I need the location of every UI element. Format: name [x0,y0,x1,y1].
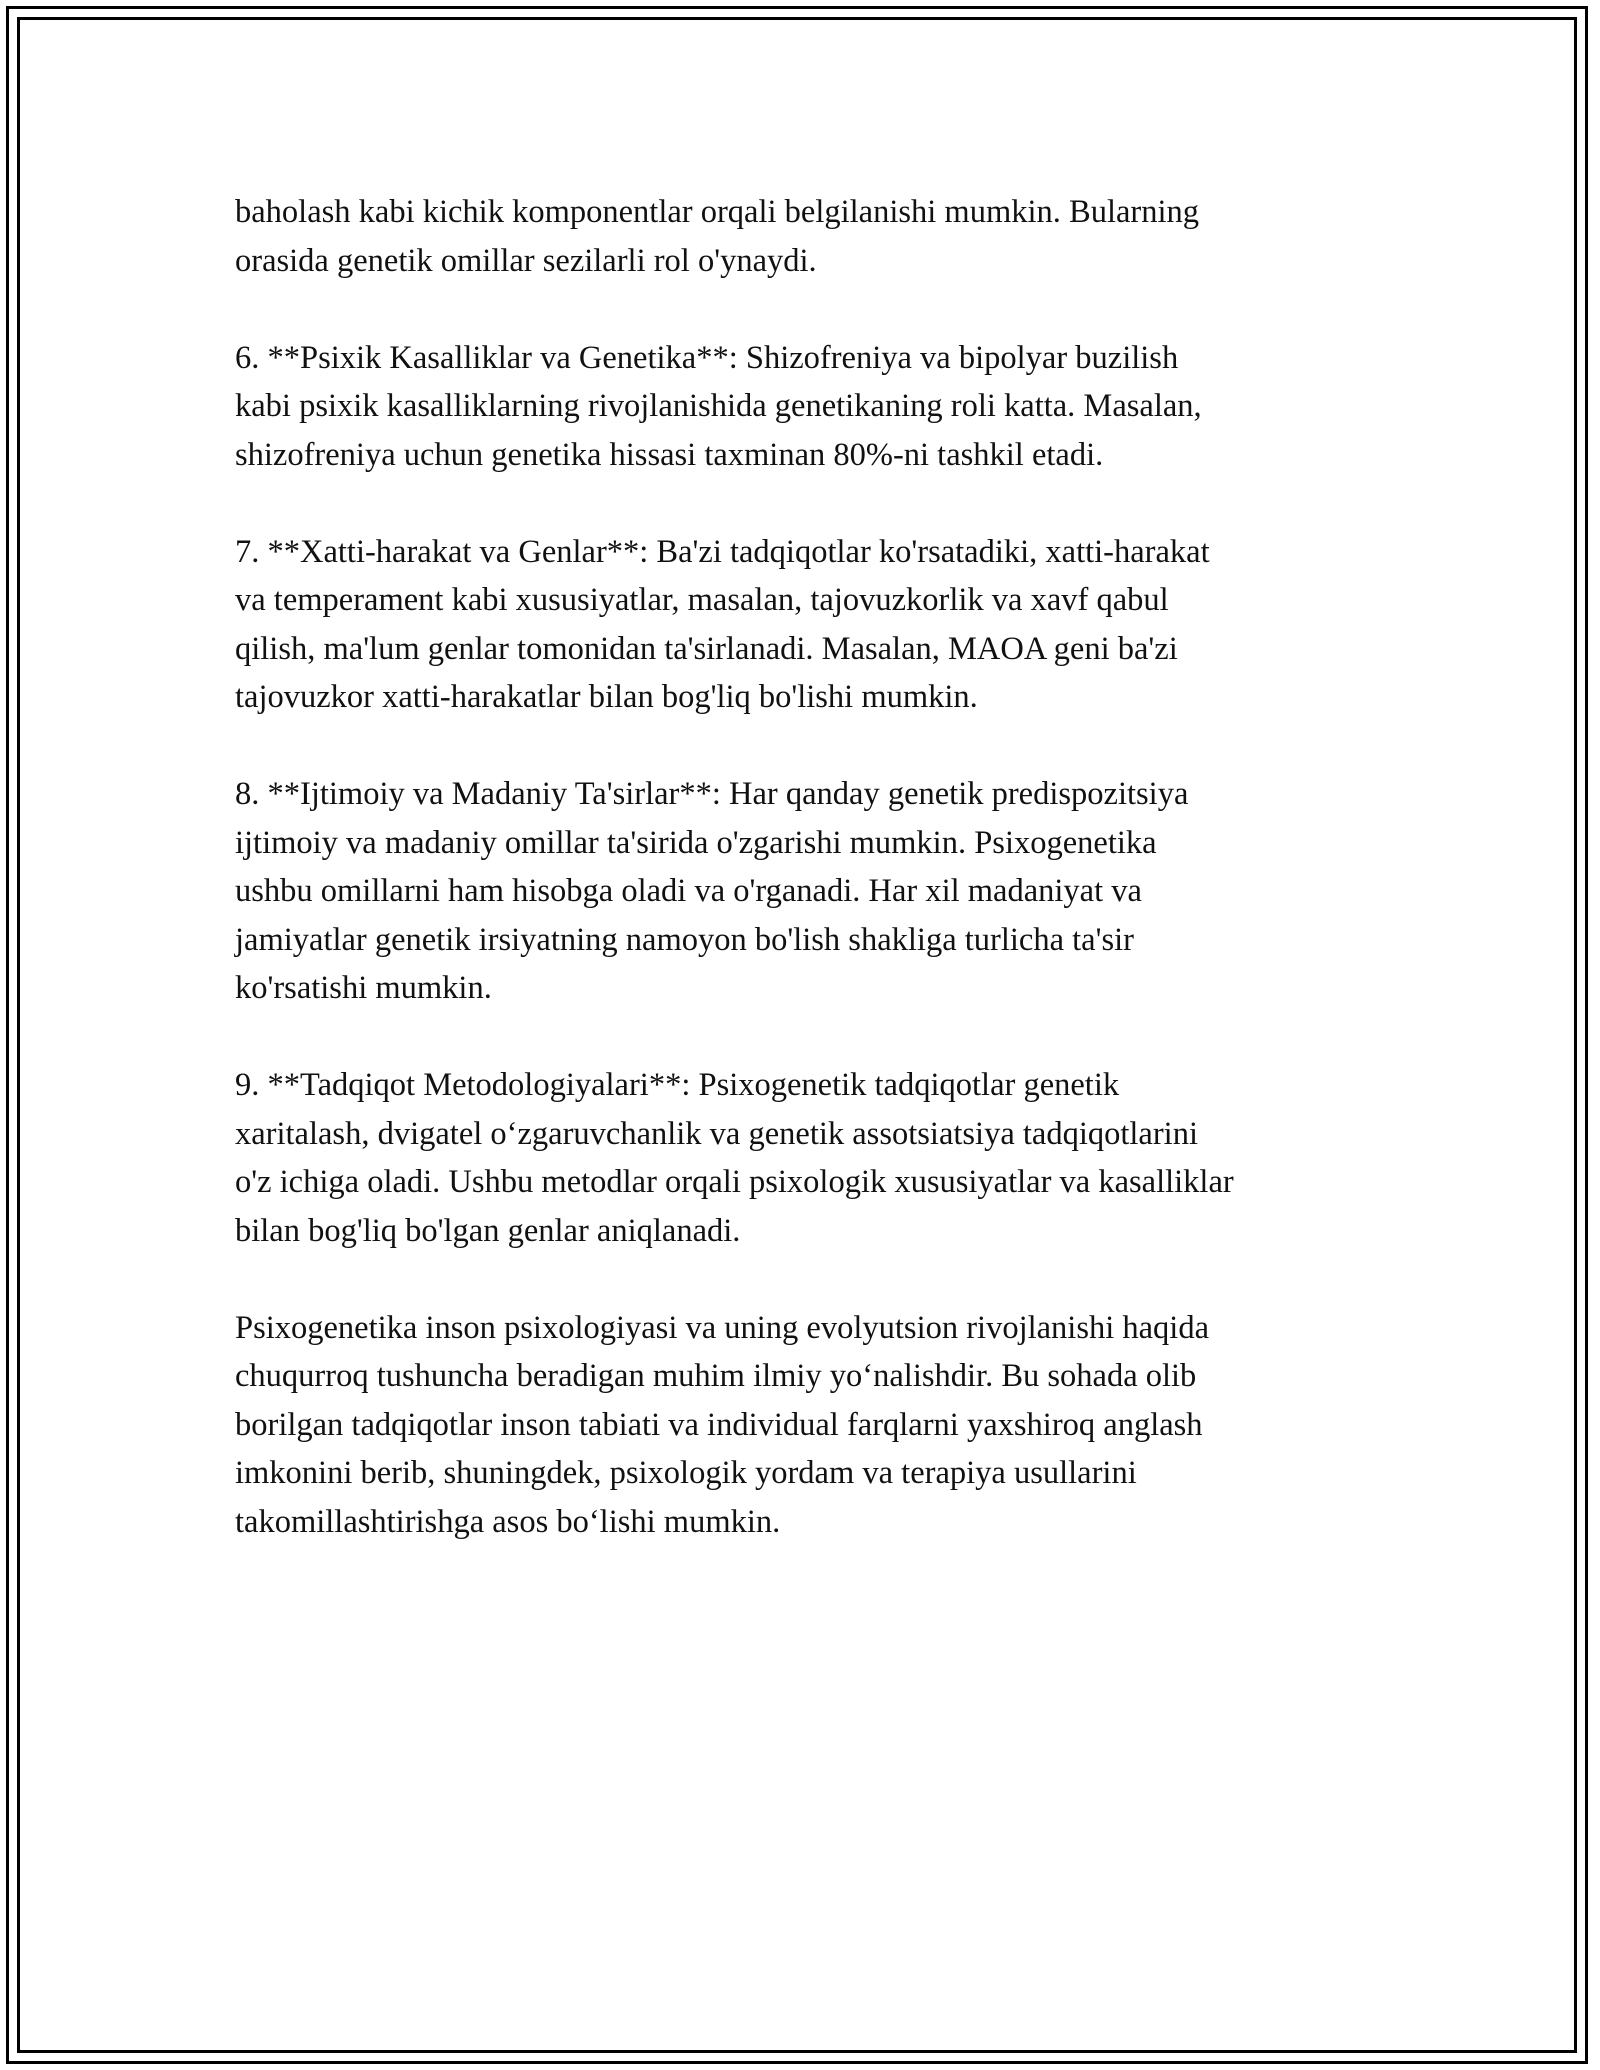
paragraph-item-6 [235,334,1375,480]
text-line: 8. **Ijtimoiy va Madaniy Ta'sirlar**: Har qanday genetik predispozitsiya [235,776,1189,812]
text-line: 7. **Xatti-harakat va Genlar**: Ba'zi tadqiqotlar ko'rsatadiki, xatti-harakat [235,533,1210,570]
text-line: ijtimoiy va madaniy omillar ta'sirida o'zgarishi mumkin. Psixogenetika [235,824,1157,861]
text-line: va temperament kabi xususiyatlar, masalan, tajovuzkorlik va xavf qabul [235,582,1169,618]
text-line: 9. **Tadqiqot Metodologiyalari**: Psixogenetik tadqiqotlar genetik [235,1067,1120,1103]
text-line: bilan bog'liq bo'lgan genlar aniqlanadi. [235,1212,741,1249]
text-line: ko'rsatishi mumkin. [235,970,492,1006]
text-line: tajovuzkor xatti-harakatlar bilan bog'liq bo'lishi mumkin. [235,679,978,715]
text-line: ushbu omillarni ham hisobga oladi va o'rganadi. Har xil madaniyat va [235,873,1142,909]
text-line: xaritalash, dvigatel o‘zgaruvchanlik va genetik assotsiatsiya tadqiqotlarini [235,1115,1198,1152]
paragraph-intro-continuation [235,188,1375,285]
paragraph-conclusion [235,1304,1375,1547]
text-line: qilish, ma'lum genlar tomonidan ta'sirlanadi. Masalan, MAOA geni ba'zi [235,630,1178,667]
paragraph-item-7 [235,528,1375,722]
paragraph-item-9 [235,1061,1375,1255]
text-line: imkonini berib, shuningdek, psixologik yordam va terapiya usullarini [235,1455,1137,1491]
paragraph-item-8 [235,770,1375,1013]
text-line: orasida genetik omillar sezilarli rol o'ynaydi. [235,242,817,279]
text-line: borilgan tadqiqotlar inson tabiati va individual farqlarni yaxshiroq anglash [235,1406,1203,1443]
text-line: baholash kabi kichik komponentlar orqali belgilanishi mumkin. Bularning [235,194,1200,230]
text-line: o'z ichiga oladi. Ushbu metodlar orqali psixologik xususiyatlar va kasalliklar [235,1164,1234,1200]
text-line: Psixogenetika inson psixologiyasi va uning evolyutsion rivojlanishi haqida [235,1309,1210,1346]
text-line: jamiyatlar genetik irsiyatning namoyon bo'lish shakliga turlicha ta'sir [235,921,1134,958]
text-line: shizofreniya uchun genetika hissasi taxminan 80%-ni tashkil etadi. [235,436,1104,473]
text-line: takomillashtirishga asos bo‘lishi mumkin. [235,1503,781,1540]
document-body [235,188,1375,1595]
text-line: 6. **Psixik Kasalliklar va Genetika**: Shizofreniya va bipolyar buzilish [235,339,1179,376]
text-line: kabi psixik kasalliklarning rivojlanishida genetikaning roli katta. Masalan, [235,388,1202,424]
text-line: chuqurroq tushuncha beradigan muhim ilmiy yo‘nalishdir. Bu sohada olib [235,1358,1197,1394]
